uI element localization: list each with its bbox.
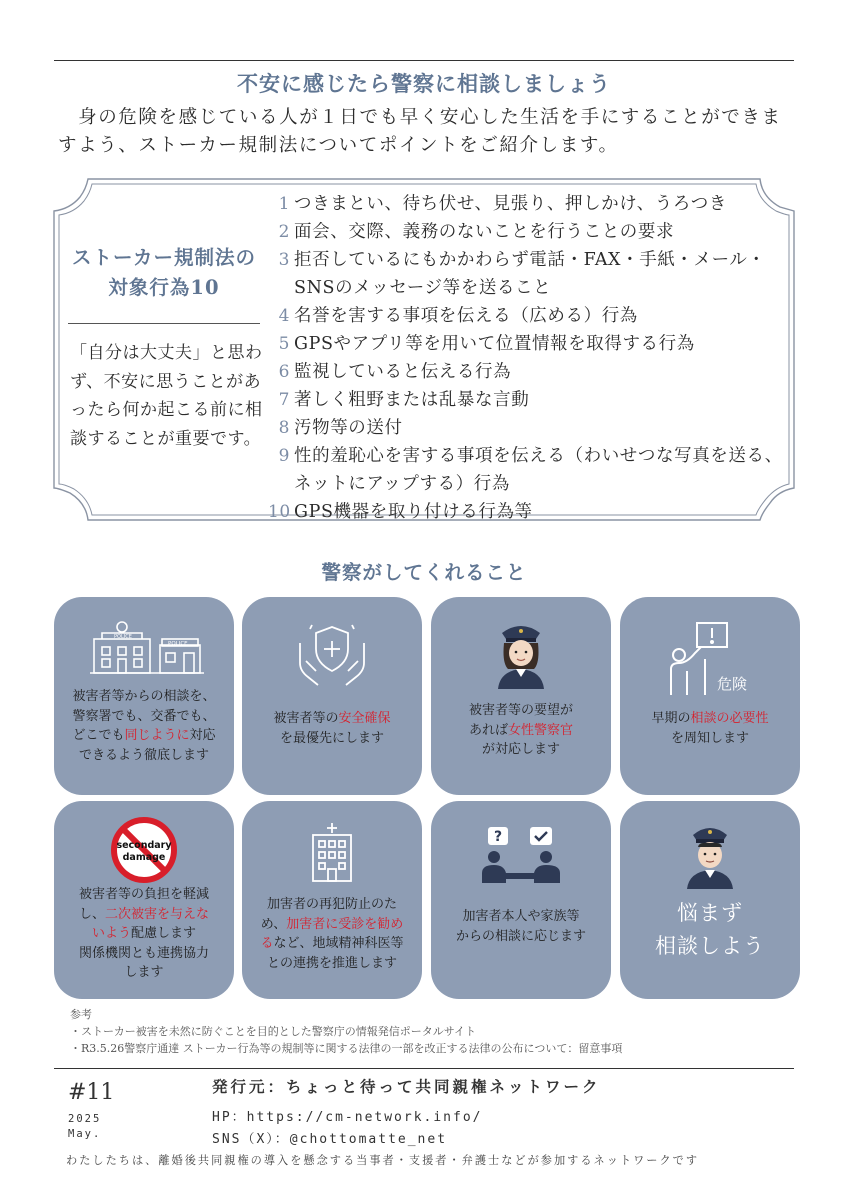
card-reoffense-prevention — [242, 801, 422, 999]
svg-text:?: ? — [493, 829, 503, 845]
item-text: 名誉を害する事項を伝える（広める）行為 — [294, 306, 638, 326]
card-text — [248, 895, 416, 973]
item-text: 汚物等の送付 — [294, 418, 403, 438]
police-station-icon — [54, 617, 234, 687]
card-line: 悩まず — [677, 901, 743, 925]
card-line-part: あれば — [468, 722, 508, 738]
reference-item: ・ストーカー被害を未然に防ぐことを目的とした警察庁の情報発信ポータルサイト — [70, 1025, 477, 1038]
card-highlight: 同じように — [124, 728, 190, 743]
issue-date — [68, 1112, 101, 1142]
card-line: 被害者等からの相談を、 — [72, 689, 216, 704]
issue-number: #11 — [68, 1080, 115, 1105]
card-highlight: 安全確保 — [338, 711, 391, 726]
card-text — [60, 885, 228, 983]
list-item — [268, 414, 788, 442]
list-item — [268, 442, 788, 498]
issue-year: 2025 — [68, 1113, 102, 1125]
card-line-part: 配慮します — [131, 926, 197, 941]
reference-item: ・R3.5.26警察庁通達 ストーカー行為等の規制等に関する法律の一部を改正する法律の公布について：留意事項 — [70, 1042, 623, 1055]
shield-hands-icon — [242, 621, 422, 691]
list-item — [268, 386, 788, 414]
item-text: 性的羞恥心を害する事項を伝える（わいせつな写真を送る、ネットにアップする）行為 — [294, 446, 783, 494]
card-line — [248, 934, 416, 954]
card-line: を周知します — [670, 730, 749, 746]
consultation-icon — [431, 823, 611, 893]
police-station-sign: POLICE — [114, 634, 132, 640]
list-item — [268, 330, 788, 358]
list-item — [268, 498, 788, 526]
card-highlight: いよう — [91, 926, 131, 941]
card-female-officer — [431, 597, 611, 795]
card-highlight: 二次被害を与えな — [105, 906, 210, 922]
card-safety-first — [242, 597, 422, 795]
card-offender-consult — [431, 801, 611, 999]
item-number: 5 — [278, 334, 290, 354]
card-line — [437, 721, 605, 741]
item-number: 6 — [278, 362, 290, 382]
item-number: 10 — [268, 502, 291, 522]
card-highlight: 加害者に受診を勧め — [286, 916, 404, 932]
card-line — [626, 709, 794, 729]
item-number: 8 — [278, 418, 290, 438]
card-line: 加害者本人や家族等 — [462, 909, 580, 924]
damage-label: damage — [122, 852, 166, 863]
card-text — [437, 907, 605, 946]
card-line: 被害者等の要望が — [468, 703, 573, 718]
about-network: わたしたちは、離婚後共同親権の導入を懸念する当事者・支援者・弁護士などが参加するネットワークです — [66, 1154, 700, 1167]
references-heading: 参考 — [70, 1008, 92, 1021]
page-title: 不安に感じたら警察に相談しましょう — [237, 71, 611, 96]
item-text: 著しく粗野または乱暴な言動 — [294, 390, 530, 410]
card-line: を最優先にします — [279, 730, 384, 746]
card-line-part: し、 — [78, 906, 105, 922]
card-line-part: 対応 — [189, 728, 216, 743]
card-line-part: 早期の — [651, 711, 691, 726]
bottom-rule — [54, 1068, 794, 1069]
list-item — [268, 190, 788, 218]
card-line: 加害者の再犯防止のた — [266, 897, 397, 912]
police-section-title: 警察がしてくれること — [321, 561, 527, 584]
card-line: 関係機関とも連携協力 — [78, 945, 209, 961]
card-highlight: る — [260, 936, 274, 951]
card-text — [626, 709, 794, 748]
card-line-part: など、地域精神科医等 — [273, 936, 404, 951]
item-text: 拒否しているにもかかわらず電話・FAX・手紙・メール・SNSのメッセージ等を送ること — [294, 250, 766, 298]
item-number: 1 — [278, 194, 290, 214]
sns-link[interactable]: SNS（X）：@chottomatte_net — [212, 1132, 448, 1147]
danger-label: 危険 — [717, 675, 748, 693]
target-acts-heading-line2: 対象行為10 — [108, 276, 220, 299]
item-text: 監視していると伝える行為 — [294, 362, 512, 382]
male-officer-icon — [620, 817, 800, 887]
card-line: 被害者等の負担を軽減 — [78, 887, 209, 902]
no-secondary-damage-icon — [54, 815, 234, 885]
card-consult-anywhere — [54, 597, 234, 795]
card-line: します — [124, 965, 164, 980]
item-number: 7 — [278, 390, 290, 410]
issue-month: May. — [68, 1128, 102, 1140]
card-text — [626, 897, 794, 963]
consult-advice-text: 「自分は大丈夫」と思わず、不安に思うことがあったら何か起こる前に相談することが重要です。 — [70, 343, 263, 449]
item-number: 4 — [278, 306, 290, 326]
card-early-consult — [620, 597, 800, 795]
top-rule — [54, 60, 794, 61]
card-secondary-damage — [54, 801, 234, 999]
target-acts-heading — [64, 243, 264, 303]
koban-sign: POLICE — [168, 641, 188, 647]
card-text — [437, 701, 605, 760]
list-item — [268, 218, 788, 246]
item-text: つきまとい、待ち伏せ、見張り、押しかけ、うろつき — [294, 194, 727, 214]
card-line-part: め、 — [260, 916, 287, 932]
card-line — [60, 726, 228, 746]
item-number: 3 — [278, 250, 290, 270]
warning-sign-icon — [620, 619, 800, 693]
item-text: GPSやアプリ等を用いて位置情報を取得する行為 — [294, 334, 695, 354]
card-text — [248, 709, 416, 748]
female-officer-icon — [431, 619, 611, 689]
intro-paragraph: 身の危険を感じている人が１日でも早く安心した生活を手にすることができますよう、ストーカー規制法についてポイントをご紹介します。 — [58, 107, 782, 156]
references — [70, 1006, 622, 1057]
item-number: 9 — [278, 446, 290, 466]
target-acts-heading-line1: ストーカー規制法の — [71, 246, 257, 269]
card-highlight: 女性警察官 — [508, 722, 574, 738]
item-number: 2 — [278, 222, 290, 242]
publisher: 発行元：ちょっと待って共同親権ネットワーク — [212, 1078, 601, 1096]
list-item — [268, 358, 788, 386]
card-line: できるよう徹底します — [78, 747, 209, 763]
card-line — [60, 924, 228, 944]
card-line: からの相談に応じます — [455, 928, 586, 944]
heading-divider — [68, 323, 260, 324]
card-line — [248, 915, 416, 935]
card-highlight: 相談の必要性 — [690, 711, 769, 726]
secondary-label: secondary — [116, 840, 172, 851]
list-item — [268, 302, 788, 330]
card-line — [248, 709, 416, 729]
card-line-part: 被害者等の — [273, 711, 339, 726]
homepage-link[interactable]: HP：https://cm-network.info/ — [212, 1110, 483, 1125]
card-line-part: どこでも — [72, 728, 125, 743]
item-text: GPS機器を取り付ける行為等 — [294, 502, 533, 522]
card-line: との連携を推進します — [266, 955, 397, 971]
list-item — [268, 246, 788, 302]
target-acts-list — [268, 190, 788, 526]
card-line: が対応します — [481, 742, 560, 757]
card-text — [60, 687, 228, 765]
card-dont-worry — [620, 801, 800, 999]
card-line: 相談しよう — [655, 934, 765, 958]
item-text: 面会、交際、義務のないことを行うことの要求 — [294, 222, 675, 242]
hospital-icon — [242, 821, 422, 891]
card-line: 警察署でも、交番でも、 — [72, 708, 216, 724]
card-line — [60, 905, 228, 925]
